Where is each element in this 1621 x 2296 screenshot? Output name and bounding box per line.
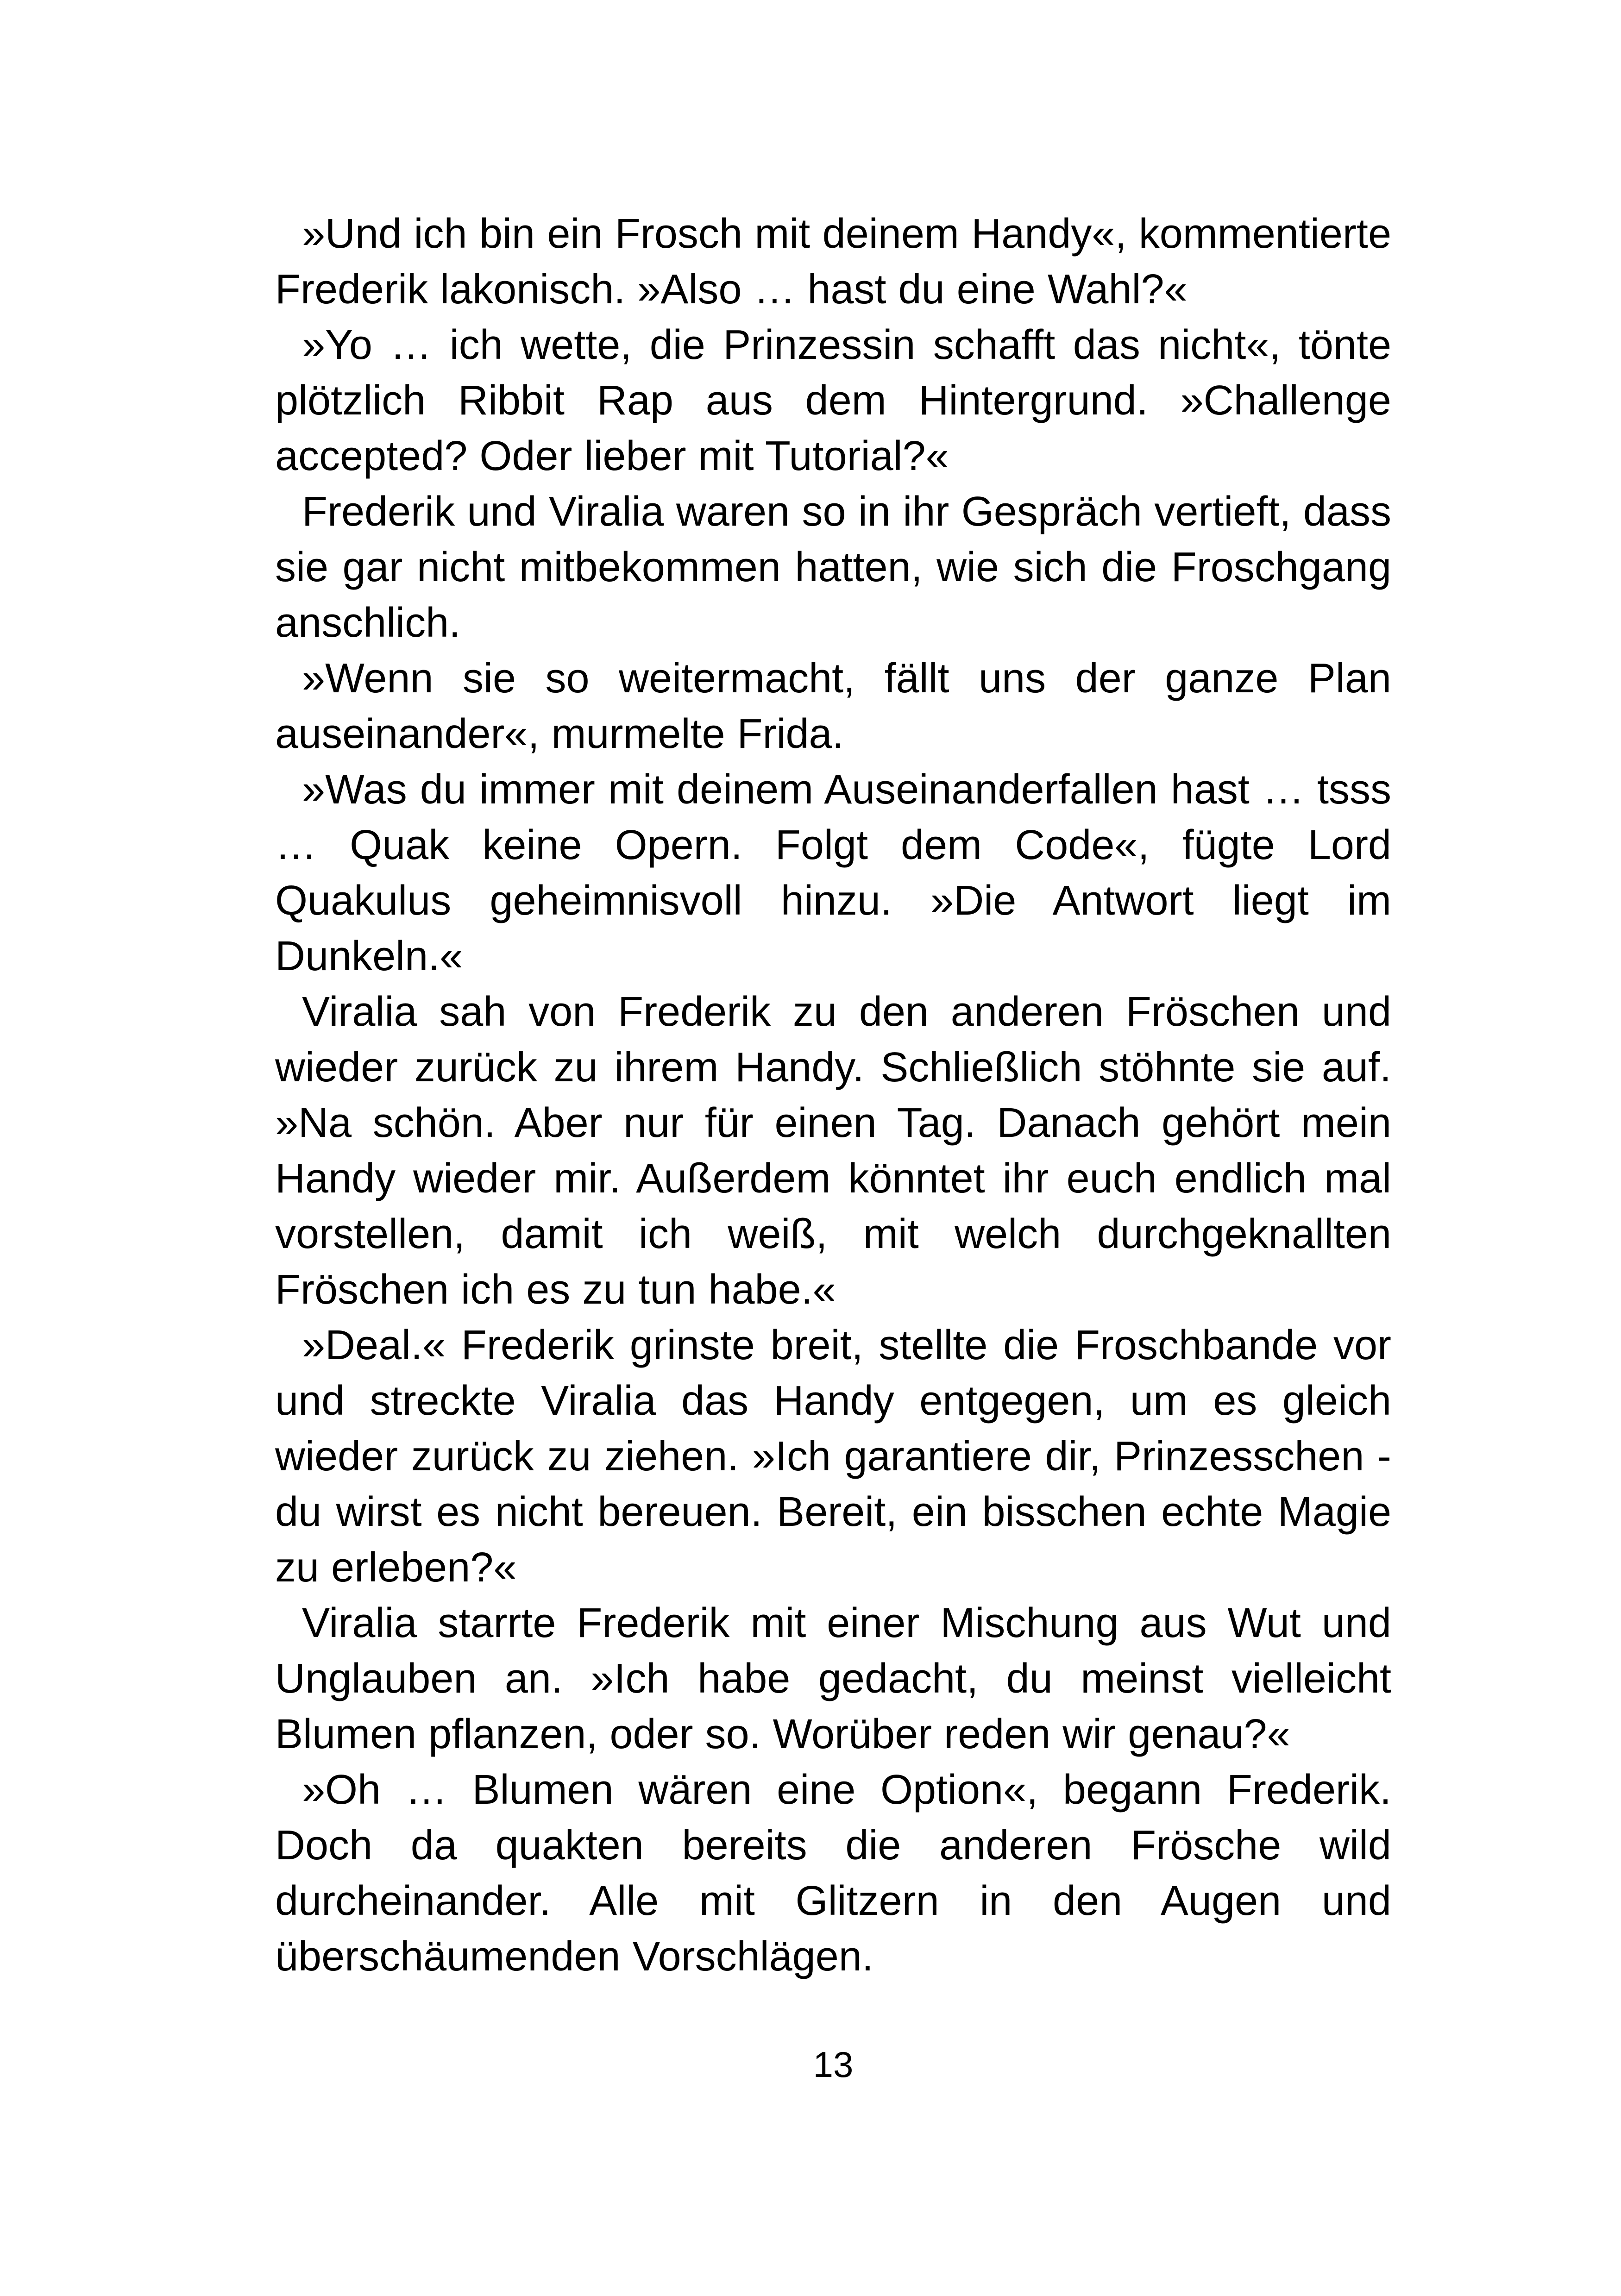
paragraph: »Was du immer mit deinem Auseinanderfallen hast … tsss … Quak keine Opern. Folgt dem Code«, fügte Lord Quakulus geheimnisvoll hinzu. »Die Antwort liegt im Dunkeln.« (275, 766, 1391, 979)
paragraph: »Und ich bin ein Frosch mit deinem Handy«, kommentierte Frederik lakonisch. »Also … hast du eine Wahl?« (275, 211, 1391, 313)
paragraph: »Yo … ich wette, die Prinzessin schafft das nicht«, tönte plötzlich Ribbit Rap aus dem Hintergrund. »Challenge accepted? Oder lieber mit Tutorial?« (275, 322, 1391, 479)
paragraph: »Wenn sie so weitermacht, fällt uns der ganze Plan auseinander«, murmelte Frida. (275, 655, 1391, 757)
paragraph: »Oh … Blumen wären eine Option«, begann Frederik. Doch da quakten bereits die anderen Frösche wild durcheinander. Alle mit Glitzern in den Augen und überschäumenden Vorschlägen. (275, 1767, 1391, 1980)
paragraph: Viralia starrte Frederik mit einer Mischung aus Wut und Unglauben an. »Ich habe gedacht, du meinst vielleicht Blumen pflanzen, oder so. Worüber reden wir genau?« (275, 1600, 1391, 1757)
paragraph: »Deal.« Frederik grinste breit, stellte die Froschbande vor und streckte Viralia das Handy entgegen, um es gleich wieder zurück zu ziehen. »Ich garantiere dir, Prinzesschen - du wirst es nicht bereuen. Bereit, ein bisschen echte Magie zu erleben?« (275, 1322, 1391, 1591)
body-text (275, 206, 1391, 1984)
page-number: 13 (813, 2044, 854, 2085)
paragraph: Viralia sah von Frederik zu den anderen Fröschen und wieder zurück zu ihrem Handy. Schließlich stöhnte sie auf. »Na schön. Aber nur für einen Tag. Danach gehört mein Handy wieder mir. Außerdem könntet ihr euch endlich mal vorstellen, damit ich weiß, mit welch durchgeknallten Fröschen ich es zu tun habe.« (275, 989, 1391, 1313)
paragraph: Frederik und Viralia waren so in ihr Gespräch vertieft, dass sie gar nicht mitbekommen hatten, wie sich die Froschgang anschlich. (275, 489, 1391, 646)
